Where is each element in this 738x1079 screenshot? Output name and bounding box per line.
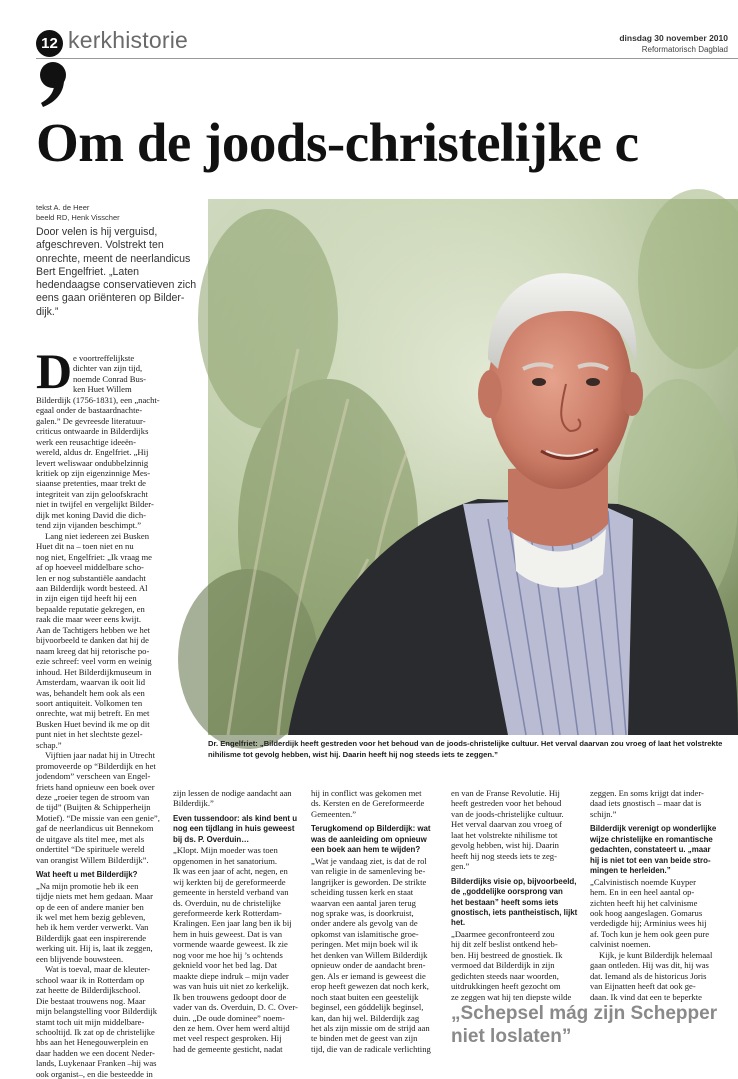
text-line: duin. „De oude dominee” noem- [173, 1012, 285, 1023]
text-line: zeggen. En soms krijgt dat inder- [590, 788, 704, 798]
text-line: had de gemeente gesticht, nadat [173, 1043, 283, 1054]
text-line: van de joods-christelijke cultuur. [451, 808, 564, 819]
photo-caption: Dr. Engelfriet: „Bilderdijk heeft gestreden voor het behoud van de joods-christelijke cultuur. Het verval daarvan zou vroeg of laat het volstrekte nihilisme tot gevolg hebben, wist hij. Daarin heeft hij nog steeds iets te zeggen.” [208, 739, 723, 759]
text-line: promoveerde op “Bilderdijk en het [36, 760, 156, 771]
text-line: opkomst van islamitische groe- [311, 928, 419, 939]
text-line: zichten heeft hij het calvinisme [590, 897, 698, 908]
text-line: school waar ik in Rotterdam op [36, 974, 145, 985]
text-line: ezie schreef: veel vorm en weinig [36, 656, 152, 667]
text-line: siaanse pretenties, maar trekt de [36, 478, 146, 489]
text-line: criticus ontwaarde in Bilderdijks [36, 426, 149, 437]
text-line: raak die maar weer eens kwijt. [36, 614, 141, 625]
text-line: gereformeerde kerk Rotterdam- [173, 907, 282, 918]
text-line: tijd, die van de radicale verlichting [311, 1043, 431, 1054]
text-line: dat. Iemand als de historicus Joris [590, 970, 707, 981]
article-column-4 [451, 788, 585, 1002]
text-line: len er nog substantiële aandacht [36, 572, 146, 583]
text-line: hbs aan het Henegouwerplein en [36, 1037, 149, 1048]
text-line: ken Huet Willem [73, 384, 132, 395]
text-line: scheiding tussen kerk en staat [311, 887, 414, 898]
text-line: gaf de neerlandicus uit Bennekom [36, 823, 154, 834]
text-line: en van de Franse Revolutie. Hij [451, 788, 560, 798]
text-line: soort antiquiteit. Volkomen ten [36, 697, 143, 708]
newspaper-name: Reformatorisch Dagblad [641, 45, 728, 54]
portrait-illustration [208, 199, 738, 735]
text-line: calvinist noemen. [590, 939, 651, 950]
text-line: Motief). “De missie van een genie”, [36, 812, 160, 823]
text-line: Huet dit na – toen niet en nu [36, 541, 134, 552]
text-line: gedichten steeds naar woorden, [451, 970, 559, 981]
text-line: geknield voor het bed lag. Dat [173, 960, 278, 971]
drop-cap: D [36, 343, 73, 399]
text-line: ik wel met hem bezig gebleven, [36, 912, 146, 923]
text-line: bijvoorbeeld te danken dat hij de [36, 635, 149, 646]
text-line: daad iets gnostisch – maar dat is [590, 798, 702, 809]
text-line: dichter van zijn tijd, [73, 363, 143, 374]
text-line: onrechte, wat mij betreft. En met [36, 708, 150, 719]
text-line: Bilderdijk verenigt op wonderlijke [590, 824, 717, 834]
text-line: lands, Luykenaar Franken –hij was [36, 1058, 157, 1069]
text-line: Busken Huet bevind ik me op dit [36, 718, 150, 729]
text-line: tend zijn vijanden beschimpt.” [36, 520, 142, 531]
text-line: ben. Hij bestreed de gnostiek. Ik [451, 949, 563, 960]
text-line: nog voor me hoe hij ’s ochtends [173, 949, 283, 960]
issue-date: dinsdag 30 november 2010 [619, 33, 728, 43]
text-line: een boek aan hem te wijden? [311, 845, 421, 855]
text-line: Even tussendoor: als kind bent u [173, 813, 298, 823]
text-line: Wat is toeval, maar de kleuter- [45, 964, 151, 975]
text-line: nog een tijdlang in huis geweest [173, 824, 295, 834]
text-line: kan, dan hij wel. Bilderdijk zag [311, 1012, 420, 1023]
text-line: „Na mijn promotie heb ik een [36, 880, 139, 891]
text-line: tijdje niets met hem gedaan. Maar [36, 891, 153, 902]
text-line: kritiek op zijn eigenzinnige Mes- [36, 467, 151, 478]
text-line: Bilderdijks visie op, bijvoorbeeld, [451, 876, 577, 886]
text-line: levert weliswaar ondubbelzinnig [36, 457, 149, 468]
section-title: kerkhistorie [68, 27, 188, 53]
text-line: met veel respect gesproken. Hij [173, 1033, 282, 1044]
portrait-photo [208, 199, 738, 735]
text-line: gedachten, constateert u. „maar [590, 845, 711, 855]
text-line: daan. Ik vind dat een te beperkte [590, 991, 702, 1002]
headline: Om de joods-christelijke c [36, 112, 639, 173]
text-line: ds. Overduin, nu de christelijke [173, 897, 281, 908]
text-line: het bestaan” heeft soms iets [451, 897, 559, 907]
text-line: zijn lessen de nodige aandacht aan [173, 788, 292, 798]
text-line: noemde Conrad Bus- [73, 373, 147, 384]
text-line: friets hand opnieuw een boek over [36, 781, 155, 792]
text-line: de tijd” (Buijten & Schipperheijn [36, 802, 151, 813]
text-line: Gemeenten.” [311, 808, 357, 819]
text-line: stamt toch uit mijn middelbare- [36, 1016, 145, 1027]
text-line: naam kreeg dat hij retorische po- [36, 645, 150, 656]
text-line: Bilderdijk.” [173, 798, 214, 809]
text-line: gemeente in hersteld verband van [173, 887, 289, 898]
text-line: te binden met de geest van zijn [311, 1033, 418, 1044]
header-divider [36, 58, 738, 59]
text-line: waarvan een aantal jaren terug [311, 897, 416, 908]
text-line: Ik ben trouwens gedoopt door de [173, 991, 287, 1002]
text-line: Aan de Tachtigers hebben we het [36, 624, 151, 635]
text-line: het denken van Willem Bilderdijk [311, 949, 428, 960]
quote-comma-icon [36, 60, 70, 108]
text-line: langrijker is geworden. De strikte [311, 876, 427, 887]
text-line: den ze hem. Over hem werd altijd [173, 1022, 290, 1033]
text-line: Die bestaat trouwens nog. Maar [36, 995, 146, 1006]
text-line: gevolg hebben, wist hij. Daarin [451, 840, 559, 851]
intro-paragraph: Door velen is hij verguisd, afgeschreven. Volstrekt ten onrechte, meent de neerlandicus Bert Engelfriet. „Laten hedendaagse conservatieven zich eens gaan oriënteren op Bilderdijk.” [36, 226, 197, 318]
text-line: hij in conflict was gekomen met [311, 788, 422, 798]
text-line: schijn.” [590, 808, 617, 819]
text-line: gaan ontleden. Hij was dit, hij was [590, 960, 709, 971]
text-line: van religie in de samenleving be- [311, 866, 426, 877]
text-line: beginsel, een góddelijk beginsel, [311, 1002, 424, 1013]
text-line: de „goddelijke oorsprong van [451, 887, 563, 897]
text-line: dijk met koning David die dich- [36, 509, 147, 520]
text-line: wijze christelijke en romantische [590, 834, 713, 844]
text-line: aan Bilderdijk wordt besteed. Al [36, 582, 148, 593]
text-line: was de aanleiding om opnieuw [311, 834, 427, 844]
text-line: vader van ds. Overduin, D. C. Over- [173, 1002, 298, 1013]
text-line: hem in huis geweest. Dat is van [173, 928, 283, 939]
article-column-2 [173, 788, 307, 1063]
text-line: zat heette de Bilderdijkschool. [36, 985, 141, 996]
text-line: wereld, aldus dr. Engelfriet. „Hij [36, 447, 149, 458]
text-line: noch staat buiten een geestelijk [311, 991, 419, 1002]
text-line: ook hoog aangeslagen. Gomarus [590, 907, 703, 918]
text-line: van Eijnatten heeft dat ook ge- [590, 981, 696, 992]
text-line: e voortreffelijkste [73, 353, 135, 363]
pull-quote: „Schepsel mág zijn Schepper niet loslaten” [451, 1003, 718, 1047]
text-line: gnostisch, iets pantheistisch, lijkt [451, 907, 578, 917]
text-line: Kijk, je kunt Bilderdijk helemaal [599, 949, 713, 960]
text-line: mijn belangstelling voor Bilderdijk [36, 1006, 158, 1017]
text-line: „Calvinistisch noemde Kuyper [590, 876, 696, 887]
text-line: „Daarmee geconfronteerd zou [451, 928, 555, 939]
text-line: af op hoeveel middelbare scho- [36, 562, 144, 573]
text-line: laat het volstrekte nihilisme tot [451, 829, 558, 840]
text-line: erop heeft gewezen dat noch kerk, [311, 981, 429, 992]
text-line: was van huis uit niet zo kerkelijk. [173, 981, 289, 992]
article-column-3 [311, 788, 445, 1063]
text-line: hij dit zelf beslist ontkend heb- [451, 939, 558, 950]
text-line: Bilderdijk gaat een inspirerende [36, 932, 147, 943]
credit-photo: beeld RD, Henk Visscher [36, 213, 120, 222]
text-line: opgenomen in het sanatorium. [173, 855, 278, 866]
text-line: werk een reusachtige ideeën- [36, 436, 136, 447]
text-line: nog niet, Engelfriet: „Ik vraag me [36, 551, 152, 562]
text-line: galen.” De gevreesde literatuur- [36, 415, 146, 426]
text-line: niet in twijfel en vergelijkt Bilder- [36, 499, 154, 510]
text-line: ds. Kersten en de Gereformeerde [311, 798, 425, 809]
text-line: een blijvende bouwsteen. [36, 953, 124, 964]
text-line: Het verval daarvan zou vroeg of [451, 819, 562, 830]
text-line: punt niet in het slechtste gezel- [36, 729, 143, 740]
text-line: vormende waarde geweest. Ik zie [173, 939, 288, 950]
text-line: af. Toch kun je hem ook geen pure [590, 928, 710, 939]
text-line: ook organist–, en die besteedde in [36, 1068, 153, 1079]
text-line: egaal onder de bastaardnachte- [36, 405, 143, 416]
text-line: hem. En in een heel aantal op- [590, 887, 695, 898]
text-line: „Klopt. Mijn moeder was toen [173, 845, 278, 856]
text-line: in zijn eigen tijd heeft hij een [36, 593, 137, 604]
text-line: heb ik hem verder verwerkt. Van [36, 922, 149, 933]
text-line: heeft hij nog steeds iets te zeg- [451, 850, 557, 861]
page-number-badge: 12 [36, 30, 63, 57]
text-line: deze „roeier tegen de stroom van [36, 792, 150, 803]
text-line: Wat heeft u met Bilderdijk? [36, 870, 138, 880]
article-column-5 [590, 788, 738, 1008]
text-line: op de een of andere manier ben [36, 901, 144, 912]
text-line: maakte diepe indruk – mijn vader [173, 970, 289, 981]
text-line: wij kerkten bij de gereformeerde [173, 876, 286, 887]
text-line: Lang niet iedereen zei Busken [45, 530, 150, 541]
text-line: Kralingen. Een jaar lang ben ik bij [173, 918, 292, 929]
text-line: gen. Als er iemand is geweest die [311, 970, 426, 981]
text-line: de uitgave als titel mee, met als [36, 833, 145, 844]
text-line: Vijftien jaar nadat hij in Utrecht [45, 750, 155, 761]
text-line: onder andere als gevolg van de [311, 918, 418, 929]
text-line: nog sprake was, is doorkruist, [311, 907, 414, 918]
text-line: verdedigde hij; Arminius wees hij [590, 918, 707, 929]
text-line: ze zeggen wat hij ten diepste wilde [451, 991, 572, 1002]
credit-text: tekst A. de Heer [36, 203, 90, 212]
text-line: bij ds. P. Overduin… [173, 834, 250, 844]
text-line: jodendom” verscheen van Engel- [36, 771, 151, 782]
text-line: schap.” [36, 739, 62, 750]
text-line: werking uit. Hij is, laat ik zeggen, [36, 943, 153, 954]
text-line: heeft gestreden voor het behoud [451, 798, 562, 809]
text-line: „Wat je vandaag ziet, is dat de rol [311, 855, 427, 866]
text-line: daar hadden we een docent Neder- [36, 1047, 155, 1058]
text-line: Ik was een jaar of acht, negen, en [173, 866, 288, 877]
text-line: bepaalde reputatie gekregen, en [36, 603, 145, 614]
text-line: van orangist Willem Bilderdijk”. [36, 854, 149, 865]
text-line: het als zijn missie om de strijd aan [311, 1022, 430, 1033]
text-line: gen.” [451, 861, 470, 872]
text-line: opnieuw onder de aandacht bren- [311, 960, 426, 971]
text-line: ondertitel “De spirituele wereld [36, 844, 145, 855]
text-line: Terugkomend op Bilderdijk: wat [311, 824, 431, 834]
text-line: Bilderdijk (1756-1831), een „nacht- [36, 394, 160, 405]
text-line: schooltijd. Ik zat op de christelijke [36, 1027, 155, 1037]
text-line: Amsterdam, waarvan ik ooit lid [36, 677, 146, 688]
text-line: was, behandelt hem ook als een [36, 687, 145, 698]
text-line: mingen te herleiden.” [590, 866, 671, 876]
text-line: inhoud. Het Bilderdijkmuseum in [36, 666, 152, 677]
text-line: vermoed dat Bilderdijk in zijn [451, 960, 555, 971]
text-line: integriteit van zijn geloofskracht [36, 488, 148, 499]
text-line: het. [451, 918, 466, 928]
text-line: peringen. Met mijn boek wil ik [311, 939, 418, 950]
text-line: hij is niet tot een van beide stro- [590, 855, 711, 865]
text-line: uitdrukkingen heeft gezocht om [451, 981, 561, 992]
